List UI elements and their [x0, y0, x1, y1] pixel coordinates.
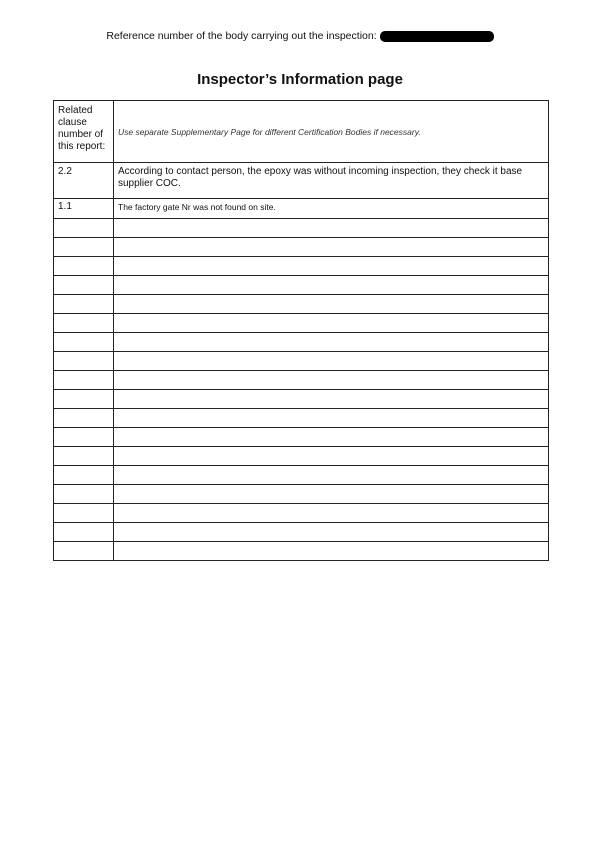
empty-table-row: [54, 219, 549, 238]
empty-table-row: [54, 295, 549, 314]
empty-text-cell: [114, 447, 549, 466]
table-header-row: [54, 101, 549, 163]
empty-table-row: [54, 257, 549, 276]
empty-clause-cell: [54, 352, 114, 371]
empty-text-cell: [114, 333, 549, 352]
empty-table-row: [54, 390, 549, 409]
empty-clause-cell: [54, 504, 114, 523]
information-text-cell: According to contact person, the epoxy was without incoming inspection, they check it base supplier COC.: [114, 163, 549, 199]
empty-clause-cell: [54, 409, 114, 428]
empty-table-row: [54, 238, 549, 257]
empty-text-cell: [114, 295, 549, 314]
empty-table-row: [54, 409, 549, 428]
inspector-information-table: [53, 100, 549, 561]
empty-table-row: [54, 276, 549, 295]
empty-clause-cell: [54, 485, 114, 504]
empty-text-cell: [114, 485, 549, 504]
empty-table-row: [54, 466, 549, 485]
empty-table-row: [54, 352, 549, 371]
empty-text-cell: [114, 276, 549, 295]
empty-clause-cell: [54, 238, 114, 257]
redacted-reference-number: [380, 31, 494, 42]
empty-table-row: [54, 333, 549, 352]
page-title: Inspector’s Information page: [197, 71, 403, 88]
empty-clause-cell: [54, 371, 114, 390]
empty-clause-cell: [54, 219, 114, 238]
clause-number-cell: 2.2: [54, 163, 114, 199]
table-row: [54, 163, 549, 199]
empty-clause-cell: [54, 523, 114, 542]
empty-text-cell: [114, 257, 549, 276]
empty-clause-cell: [54, 276, 114, 295]
reference-number-label: Reference number of the body carrying out the inspection:: [106, 30, 377, 43]
empty-clause-cell: [54, 447, 114, 466]
information-text-cell: The factory gate Nr was not found on site.: [114, 199, 549, 219]
empty-text-cell: [114, 542, 549, 561]
empty-text-cell: [114, 409, 549, 428]
empty-table-row: [54, 371, 549, 390]
empty-text-cell: [114, 371, 549, 390]
empty-table-row: [54, 542, 549, 561]
clause-column-header: Related clause number of this report:: [54, 101, 114, 163]
empty-text-cell: [114, 314, 549, 333]
empty-clause-cell: [54, 390, 114, 409]
empty-text-cell: [114, 390, 549, 409]
empty-text-cell: [114, 504, 549, 523]
empty-table-row: [54, 485, 549, 504]
empty-clause-cell: [54, 333, 114, 352]
empty-clause-cell: [54, 257, 114, 276]
table-row: [54, 199, 549, 219]
empty-clause-cell: [54, 295, 114, 314]
empty-table-row: [54, 314, 549, 333]
empty-text-cell: [114, 428, 549, 447]
empty-text-cell: [114, 523, 549, 542]
empty-table-row: [54, 447, 549, 466]
clause-number-cell: 1.1: [54, 199, 114, 219]
empty-table-row: [54, 523, 549, 542]
empty-text-cell: [114, 352, 549, 371]
empty-clause-cell: [54, 542, 114, 561]
empty-table-row: [54, 504, 549, 523]
empty-clause-cell: [54, 314, 114, 333]
empty-text-cell: [114, 219, 549, 238]
empty-clause-cell: [54, 466, 114, 485]
supplementary-page-note: Use separate Supplementary Page for different Certification Bodies if necessary.: [114, 101, 549, 163]
empty-text-cell: [114, 466, 549, 485]
empty-table-row: [54, 428, 549, 447]
empty-text-cell: [114, 238, 549, 257]
empty-clause-cell: [54, 428, 114, 447]
reference-number-line: [0, 29, 600, 43]
